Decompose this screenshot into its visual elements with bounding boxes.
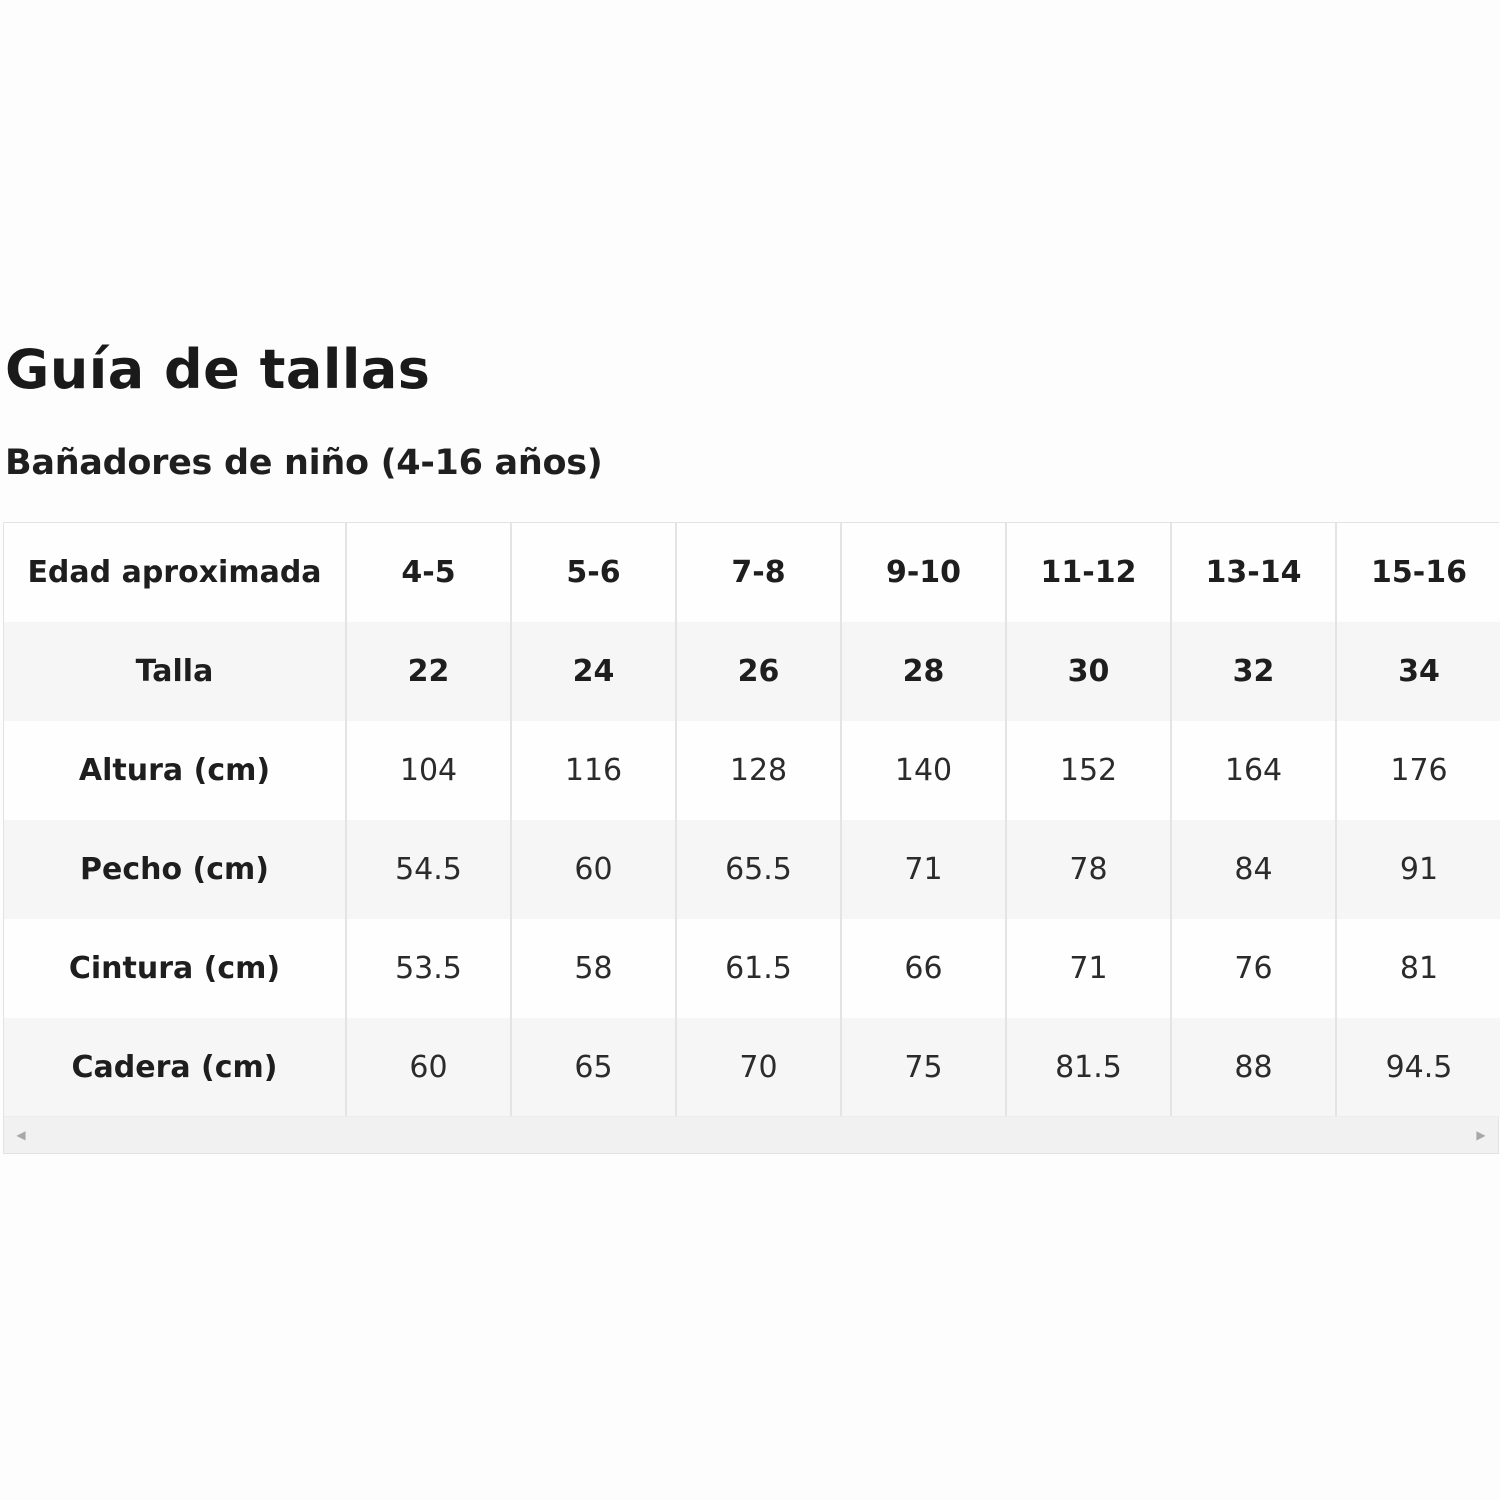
table-row-size (4, 622, 1500, 721)
table-cell: 54.5 (346, 820, 511, 919)
table-cell: 71 (841, 820, 1006, 919)
size-table-container (3, 522, 1499, 1154)
table-cell: 34 (1336, 622, 1500, 721)
table-row-waist (4, 919, 1500, 1018)
table-row-height (4, 721, 1500, 820)
table-cell: 60 (511, 820, 676, 919)
table-cell: 11-12 (1006, 523, 1171, 622)
table-cell: 22 (346, 622, 511, 721)
table-cell: 164 (1171, 721, 1336, 820)
table-cell: 65 (511, 1018, 676, 1117)
table-cell: 30 (1006, 622, 1171, 721)
table-cell: 5-6 (511, 523, 676, 622)
table-cell: 7-8 (676, 523, 841, 622)
table-cell: 28 (841, 622, 1006, 721)
table-cell: 70 (676, 1018, 841, 1117)
scroll-left-arrow-icon[interactable]: ◀ (16, 1128, 26, 1142)
table-cell: 26 (676, 622, 841, 721)
table-cell: 94.5 (1336, 1018, 1500, 1117)
row-label: Altura (cm) (4, 721, 346, 820)
table-cell: 176 (1336, 721, 1500, 820)
row-label: Cintura (cm) (4, 919, 346, 1018)
table-row-chest (4, 820, 1500, 919)
row-label: Edad aproximada (4, 523, 346, 622)
table-cell: 140 (841, 721, 1006, 820)
table-cell: 58 (511, 919, 676, 1018)
table-cell: 15-16 (1336, 523, 1500, 622)
size-guide-subtitle: Bañadores de niño (4-16 años) (5, 443, 603, 483)
table-cell: 4-5 (346, 523, 511, 622)
table-cell: 75 (841, 1018, 1006, 1117)
table-cell: 71 (1006, 919, 1171, 1018)
table-cell: 152 (1006, 721, 1171, 820)
table-cell: 104 (346, 721, 511, 820)
table-cell: 60 (346, 1018, 511, 1117)
size-table (4, 523, 1500, 1117)
page-title: Guía de tallas (5, 338, 431, 401)
table-cell: 81.5 (1006, 1018, 1171, 1117)
horizontal-scrollbar[interactable] (4, 1116, 1498, 1153)
table-cell: 128 (676, 721, 841, 820)
table-cell: 61.5 (676, 919, 841, 1018)
table-row-hip (4, 1018, 1500, 1117)
table-cell: 91 (1336, 820, 1500, 919)
table-cell: 84 (1171, 820, 1336, 919)
table-cell: 81 (1336, 919, 1500, 1018)
row-label: Pecho (cm) (4, 820, 346, 919)
table-cell: 76 (1171, 919, 1336, 1018)
table-cell: 53.5 (346, 919, 511, 1018)
table-cell: 116 (511, 721, 676, 820)
table-cell: 66 (841, 919, 1006, 1018)
table-cell: 78 (1006, 820, 1171, 919)
scroll-right-arrow-icon[interactable]: ▶ (1476, 1128, 1486, 1142)
table-cell: 13-14 (1171, 523, 1336, 622)
table-cell: 24 (511, 622, 676, 721)
table-cell: 32 (1171, 622, 1336, 721)
table-cell: 65.5 (676, 820, 841, 919)
row-label: Talla (4, 622, 346, 721)
table-cell: 88 (1171, 1018, 1336, 1117)
row-label: Cadera (cm) (4, 1018, 346, 1117)
table-cell: 9-10 (841, 523, 1006, 622)
table-row-age (4, 523, 1500, 622)
